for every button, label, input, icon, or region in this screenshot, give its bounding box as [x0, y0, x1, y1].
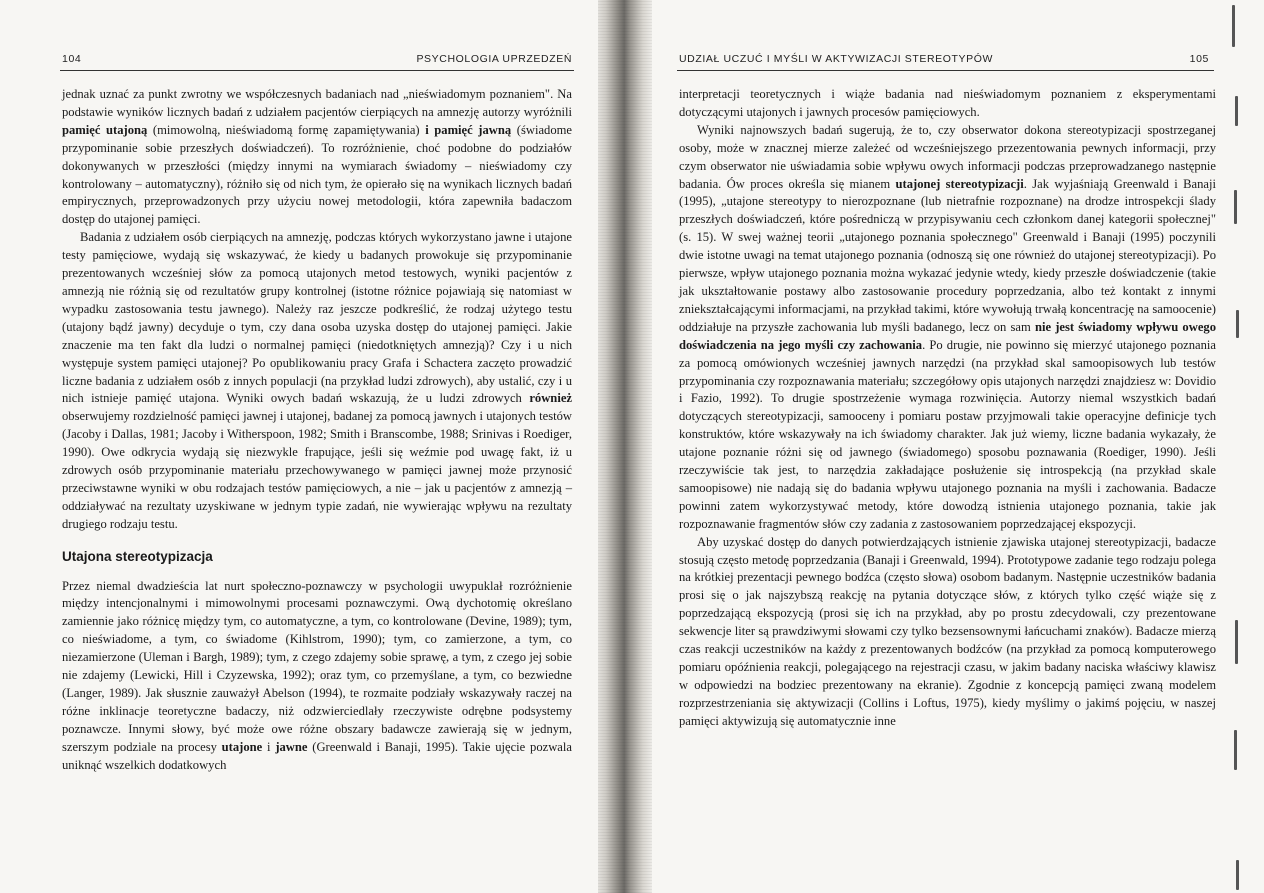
bold-term: pamięć utajoną: [62, 122, 148, 137]
paragraph: Wyniki najnowszych badań sugerują, że to, czy obserwator dokona stereotypizacji spostrzeganej osoby, może w znacznej mierze zależeć od wcześniejszego przezentowania pewnych informacji, przy czym obserwator nie uświadamia sobie wpływu owych informacji podczas przeprowadzanego następnie badania. Ów proces określa się mianem utajonej stereotypizacji. Jak wyjaśniają Greenwald i Banaji (1995), „utajone stereotypy to nierozpoznane (lub nietrafnie rozpoznane) na drodze introspekcji ślady przeszłych doświadczeń, które pośredniczą w przypisywaniu cech członkom danej kategorii społecznej" (s. 15). W swej ważnej teorii „utajonego poznania społecznego" Greenwald i Banaji (1995) poczynili dwie istotne uwagi na temat utajonego poznania (odnoszą się one również do utajonej stereotypizacji). Po pierwsze, wpływ utajonego poznania można wykazać jedynie wtedy, kiedy przeszłe doświadczenie (takie jak ukształtowanie postawy albo zastosowanie procedury poprzedzania, albo też kontakt z innymi zniekształcającymi informacjami, na przykład takimi, które wywołują trwałą koncentrację na samoocenie) oddziałuje na przyszłe zachowania lub myśli badanego, lecz on sam nie jest świadomy wpływu owego doświadczenia na jego myśli czy zachowania. Po drugie, nie powinno się mierzyć utajonego poznania za pomocą omówionych wcześniej jawnych narzędzi (na przykład skal samoopisowych lub testów przypominania czy rozpoznawania materiału; szczegółowy opis utajonych narzędzi znajdziesz w: Dovidio i Fazio, 1992). To drugie spostrzeżenie wymaga rozwinięcia. Autorzy niemal wszystkich badań dotyczących stereotypizacji, samooceny i pomiaru postaw przyjmowali takie operacyjne definicje tych konstruktów, które wskazywały na ich świadomy charakter. Jak już wiemy, liczne badania wykazały, że utajone poznanie różni się od jawnego (świadomego) sposobu poznawania (Roediger, 1990). Jeśli rzeczywiście tak jest, to narzędzia zakładające posłużenie się introspekcją (na przykład skale samoopisowe) nie nadają się do badania wpływu utajonego poznania na myśli i zachowania. Badacze powinni zatem wykorzystywać metody, które dowodzą istnienia utajonego poznania, takie jak rozpoznawanie fragmentów słów czy zadania z zastosowaniem poprzedzającej ekspozycji.: [679, 122, 1217, 531]
header-rule: [60, 70, 574, 71]
page-number: 105: [1189, 53, 1209, 65]
paragraph: Badania z udziałem osób cierpiących na amnezję, podczas których wykorzystano jawne i utajone testy pamięciowe, wydają się wskazywać, że kiedy u badanych prowokuje się przypominanie prezentowanych wcześniej słów za pomocą utajonych metod testowych, wyniki pacjentów z amnezją nie różnią się od rezultatów grupy kontrolnej (istotne różnice pojawiają się natomiast w wypadku zastosowania testu jawnego). Należy raz jeszcze podkreślić, że rodzaj użytego testu (utajony bądź jawny) decyduje o tym, czy dana osoba uzyska dostęp do utajonej pamięci. Jakie znaczenie ma ten fakt dla ludzi o normalnej pamięci (niedotkniętych amnezją)? Czy i u nich występuje system pamięci utajonej? Po opublikowaniu pracy Grafa i Schactera zaczęto prowadzić liczne badania z udziałem osób z innych populacji (na przykład ludzi zdrowych), aby ustalić, czy i u nich istnieje pamięć utajona. Wyniki owych badań wskazują, że u ludzi zdrowych również obserwujemy rozdzielność pamięci jawnej i utajonej, badanej za pomocą jawnych i utajonych testów (Jacoby i Dallas, 1981; Jacoby i Witherspoon, 1982; Smith i Branscombe, 1988; Srinivas i Roediger, 1990). Owe odkrycia wydają się niezwykle frapujące, jeśli się weźmie pod uwagę fakt, iż u zdrowych osób przypominanie materiału przechowywanego w pamięci jawnej może przynosić przeciwstawne wyniki w obu rodzajach testów pamięciowych, a nie – jak u pacjentów z amnezją – oddziaływać na rezultaty uzyskiwane w jednym typie zadań, nie wywierając wpływu na rezultaty drugiego rodzaju testu.: [62, 230, 572, 531]
bold-term: utajonej stereotypizacji: [895, 176, 1024, 191]
paragraph: Przez niemal dwadzieścia lat nurt społeczno-poznawczy w psychologii uwypuklał rozróżnienie między intencjonalnymi i mimowolnymi procesami poznawczymi. Ową dychotomię określano zamiennie jako różnicę między tym, co automatyczne, a tym, co kontrolowane (Devine, 1989); tym, co nieświadome, a tym, co świadome (Kihlstrom, 1990); tym, co zamierzone, a tym, co niezamierzone (Uleman i Bargh, 1989); tym, z czego zdajemy sobie sprawę, a tym, z czego jej sobie nie zdajemy (Lewicki, Hill i Czyzewska, 1992); oraz tym, co przemyślane, a tym, co bezwiedne (Langer, 1989). Jak słusznie zauważył Abelson (1994), te rozmaite podziały wskazywały raczej na różne inklinacje teoretyczne badaczy, niż odzwierciedlały rzeczywiste odrębne podsystemy poznawcze. Innymi słowy, być może owe różne obszary badawcze zawierają się w jednym, szerszym podziale na procesy utajone i jawne (Greenwald i Banaji, 1995). Takie ujęcie pozwala uniknąć wszelkich dodatkowych: [62, 578, 572, 772]
page-edge-mark: [1236, 310, 1239, 338]
bold-term: i pamięć jawną: [425, 122, 512, 137]
right-page: [652, 0, 1264, 893]
body-text: [679, 86, 1216, 731]
header-rule: [677, 70, 1214, 71]
page-number: 104: [62, 53, 82, 65]
page-edge-mark: [1234, 730, 1237, 770]
paragraph: Aby uzyskać dostęp do danych potwierdzających istnienie zjawiska utajonej stereotypizacji, badacze stosują często metodę poprzedzania (Banaji i Greenwald, 1994). Prototypowe zadanie tego rodzaju polega na krótkiej prezentacji pewnego bodźca (często słowa) osobom badanym. Następnie uczestników badania prosi się o jak najszybszą reakcję na pytania dotyczące słów, z których tylko część wiąże się z poprzedzającą ekspozycją (prosi się ich na przykład, aby po prostu zdecydowali, czy prezentowane sekwencje liter są prawdziwymi słowami czy tylko bezsensownymi łańcuchami znaków). Badacze mierzą czas reakcji uczestników na każdy z prezentowanych bodźców (na przykład za pomocą komputerowego pomiaru opóźnienia reakcji, polegającego na rejestracji czasu, w jakim badany naciska właściwy klawisz w odpowiedzi na bodziec prezentowany na ekranie). Zgodnie z koncepcją pamięci zwaną modelem rozprzestrzeniania się aktywizacji (Collins i Loftus, 1975), kiedy myślimy o jakimś pojęciu, w naszej pamięci aktywizują się automatycznie inne: [679, 534, 1216, 728]
book-gutter: [592, 0, 654, 893]
bold-term: nie jest świadomy wpływu owego doświadczenia na jego myśli czy zachowania: [679, 319, 1217, 352]
page-edge-mark: [1234, 190, 1237, 224]
bold-term: jawne: [275, 739, 308, 754]
body-text: [62, 86, 572, 775]
bold-term: utajone: [221, 739, 263, 754]
running-header: [679, 53, 1209, 67]
running-title: UDZIAŁ UCZUĆ I MYŚLI W AKTYWIZACJI STEREOTYPÓW: [679, 53, 994, 65]
paragraph: jednak uznać za punkt zwrotny we współczesnych badaniach nad „nieświadomym poznaniem". Na podstawie wyników licznych badań z udziałem pacjentów cierpiących na amnezję autorzy wyróżnili pamięć utajoną (mimowolną, nieświadomą formę zapamiętywania) i pamięć jawną (świadome przypominanie sobie przeszłych doświadczeń). To rozróżnienie, choć podobne do podziałów dokonywanych w przeszłości (między innymi na wymiarach świadomy – nieświadomy czy kontrolowany – automatyczny), różniło się od nich tym, że opierało się na wynikach licznych badań empirycznych, przeprowadzonych przy użyciu nowej metodologii, która zapewniła badaczom dostęp do utajonej pamięci.: [62, 87, 573, 227]
paragraph: interpretacji teoretycznych i wiąże badania nad nieświadomym poznaniem z eksperymentami dotyczącymi utajonych i jawnych procesów pamięciowych.: [679, 87, 1216, 119]
page-edge-mark: [1232, 5, 1235, 47]
running-header: [62, 53, 572, 67]
page-edge-mark: [1235, 620, 1238, 664]
section-heading: Utajona stereotypizacja: [62, 548, 213, 564]
left-page: [0, 0, 598, 893]
page-edge-mark: [1235, 96, 1238, 126]
bold-term: również: [529, 391, 572, 406]
page-edge-mark: [1236, 860, 1239, 890]
running-title: PSYCHOLOGIA UPRZEDZEŃ: [416, 53, 572, 65]
